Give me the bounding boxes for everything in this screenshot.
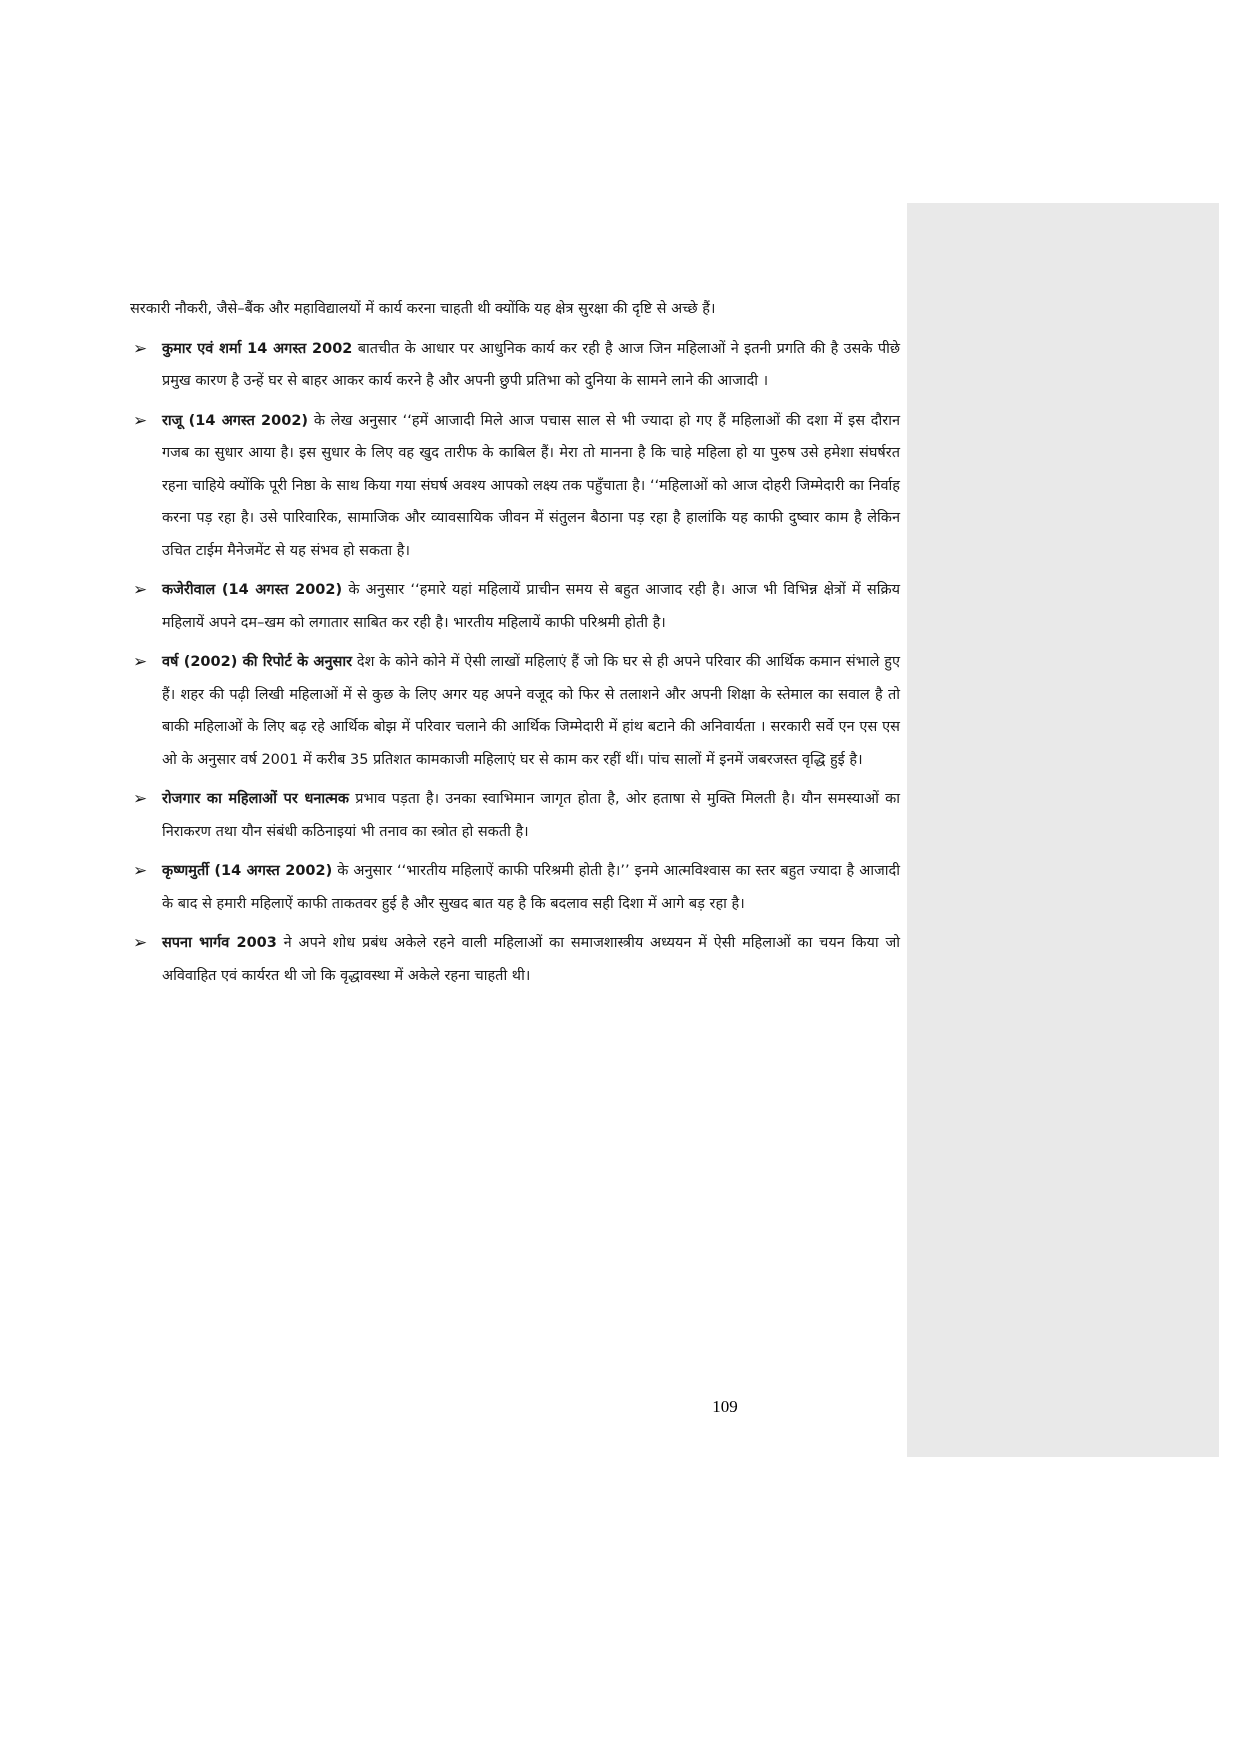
item-lead: कृष्णमुर्ती (14 अगस्त 2002)	[162, 863, 333, 879]
comment-pane	[907, 203, 1219, 1457]
item-text: के अनुसार ‘‘हमारे यहां महिलायें प्राचीन समय से बहुत आजाद रही है। आज भी विभिन्न क्षेत्रों में सक्रिय महिलायें अपने दम–खम को लगातार साबित कर रही है। भारतीय महिलायें काफी परिश्रमी होती है।	[162, 582, 900, 631]
item-lead: वर्ष (2002) की रिपोर्ट के अनुसार	[162, 654, 353, 670]
item-text: के अनुसार ‘‘भारतीय महिलाऐं काफी परिश्रमी होती है।’’ इनमे आत्मविश्वास का स्तर बहुत ज्यादा है आजादी के बाद से हमारी महिलाऐं काफी ताकतवर हुई है और सुखद बात यह है कि बदलाव सही दिशा में आगे बड़ रहा है।	[162, 863, 900, 912]
arrow-bullet-icon: ➢	[133, 789, 148, 809]
item-text: प्रभाव पड़ता है। उनका स्वाभिमान जागृत होता है, ओर हताषा से मुक्ति मिलती है। यौन समस्याओं का निराकरण तथा यौन संबंधी कठिनाइयां भी तनाव का स्त्रोत हो सकती है।	[162, 791, 900, 840]
item-lead: रोजगार का महिलाओं पर धनात्मक	[162, 791, 350, 807]
item-lead: कजेरीवाल (14 अगस्त 2002)	[162, 582, 343, 598]
item-lead: सपना भार्गव 2003	[162, 935, 277, 951]
intro-paragraph: सरकारी नौकरी, जैसे–बैंक और महाविद्यालयों में कार्य करना चाहती थी क्योंकि यह क्षेत्र सुरक्षा की दृष्टि से अच्छे हैं।	[130, 301, 716, 317]
list-item	[130, 927, 900, 992]
page-number: 109	[712, 1397, 738, 1416]
list-item	[130, 646, 900, 776]
list-item	[130, 783, 900, 848]
arrow-bullet-icon: ➢	[133, 933, 148, 953]
arrow-bullet-icon: ➢	[133, 338, 148, 359]
item-lead: राजू (14 अगस्त 2002)	[162, 412, 309, 429]
list-item	[130, 333, 900, 398]
item-text: के लेख अनुसार ‘‘हमें आजादी मिले आज पचास साल से भी ज्यादा हो गए हैं महिलाओं की दशा में इस दौरान गजब का सुधार आया है। इस सुधार के लिए वह खुद तारीफ के काबिल हैं। मेरा तो मानना है कि चाहे महिला हो या पुरुष उसे हमेशा संघर्षरत रहना चाहिये क्योंकि पूरी निष्ठा के साथ किया गया संघर्ष अवश्य आपको लक्ष्य तक पहुँचाता है। ‘‘महिलाओं को आज दोहरी जिम्मेदारी का निर्वाह करना पड़ रहा है। उसे पारिवारिक, सामाजिक और व्यावसायिक जीवन में संतुलन बैठाना पड़ रहा है हालांकि यह काफी दुष्वार काम है लेकिन उचित टाईम मैनेजमेंट से यह संभव हो सकता है।	[162, 412, 900, 559]
item-text: ने अपने शोध प्रबंध अकेले रहने वाली महिलाओं का समाजशास्त्रीय अध्ययन में ऐसी महिलाओं का चयन किया जो अविवाहित एवं कार्यरत थी जो कि वृद्धावस्था में अकेले रहना चाहती थी।	[162, 935, 900, 984]
item-text: देश के कोने कोने में ऐसी लाखों महिलाएं हैं जो कि घर से ही अपने परिवार की आर्थिक कमान संभाले हुए हैं। शहर की पढ़ी लिखी महिलाओं में से कुछ के लिए अगर यह अपने वजूद को फिर से तलाशने और अपनी शिक्षा के स्तेमाल का सवाल है तो बाकी महिलाओं के लिए बढ़ रहे आर्थिक बोझ में परिवार चलाने की आर्थिक जिम्मेदारी में हांथ बटाने की अनिवार्यता । सरकारी सर्वे एन एस एस ओ के अनुसार वर्ष 2001 में करीब 35 प्रतिशत कामकाजी महिलाएं घर से काम कर रहीं थीं। पांच सालों में इनमें जबरजस्त वृद्धि हुई है।	[162, 654, 900, 768]
document-body	[130, 293, 900, 992]
list-item	[130, 405, 900, 568]
item-text: बातचीत के आधार पर आधुनिक कार्य कर रही है आज जिन महिलाओं ने इतनी प्रगति की है उसके पीछे प्रमुख कारण है उन्हें घर से बाहर आकर कार्य करने है और अपनी छुपी प्रतिभा को दुनिया के सामने लाने की आजादी ।	[162, 340, 900, 389]
list-item	[130, 574, 900, 639]
item-lead: कुमार एवं शर्मा 14 अगस्त 2002	[162, 340, 353, 357]
arrow-bullet-icon: ➢	[133, 580, 148, 600]
arrow-bullet-icon: ➢	[133, 410, 148, 431]
list-item	[130, 855, 900, 920]
arrow-bullet-icon: ➢	[133, 652, 148, 672]
arrow-bullet-icon: ➢	[133, 861, 148, 881]
